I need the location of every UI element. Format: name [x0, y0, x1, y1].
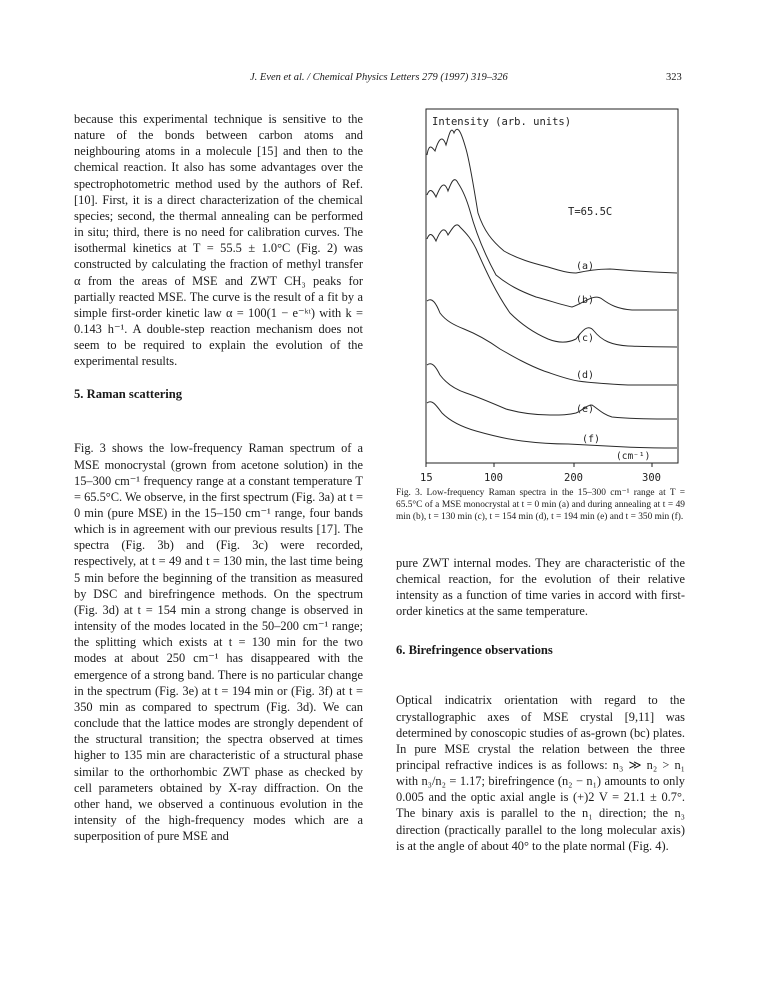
spectrum-curve-e [427, 364, 677, 419]
paragraph-kinetics: because this experimental technique is sensitive to the nature of the bonds between carbon atoms and neighbouring atoms in a molecule [15] and then to the chemical reaction. It also has some advantages over the spectrophotometric method used by the authors of Ref. [10]. First, it is a direct characterization of the chemical species; second, the thermal annealing can be performed in situ; third, there is no need for calibration curves. The isothermal kinetics at T = 55.5 ± 1.0°C (Fig. 2) was constructed by calculating the fraction of methyl transfer α from the areas of MSE and ZWT CH₃ peaks for partially reacted MSE. The curve is the result of a fit by a simple first-order kinetic law α = 100(1 − e⁻ᵏᵗ) with k = 0.143 h⁻¹. A double-step reaction mechanism does not seem to be required to explain the evolution of the experimental results. [74, 112, 363, 369]
x-tick-label: 200 [564, 472, 583, 484]
page-number: 323 [666, 72, 682, 83]
right-column [396, 555, 685, 620]
paragraph-raman: Fig. 3 shows the low-frequency Raman spectrum of a MSE monocrystal (grown from acetone solution) in the 15–300 cm⁻¹ frequency range at a constant temperature T = 65.5°C. We observe, in the first spectrum (Fig. 3a) at t = 0 min (pure MSE) in the 15–150 cm⁻¹ range, four bands which is in agreement with our previous results [17]. The spectra (Fig. 3b) and (Fig. 3c) were recorded, respectively, at t = 49 and t = 130 min, the last time being 5 min before the beginning of the transition as measured by DSC and birefringence methods. On the spectrum (Fig. 3d) at t = 154 min a strong change is observed in intensity of the modes located in the 50–200 cm⁻¹ range; the splitting which exists at t = 130 min for the two modes at about 250 cm⁻¹ has disappeared with the emergence of a strong band. There is no particular change in the spectrum (Fig. 3e) at t = 194 min or (Fig. 3f) at t = 350 min as compared to spectrum (Fig. 3d). We can conclude that the lattice modes are strongly dependent of the structural transition; the spectra observed at times higher to 135 min are characteristic of a structural phase similar to the orthorhombic ZWT phase as checked by cell parameters obtained by X-ray diffraction. On the other hand, we observed a continuous evolution in the intensity of the high-frequency modes which are a superposition of pure MSE and [74, 441, 363, 844]
left-column [74, 111, 363, 370]
x-tick-label: 100 [484, 472, 503, 484]
y-axis-label: Intensity (arb. units) [432, 116, 572, 128]
raman-paragraph-block [74, 428, 363, 857]
section-title: 6. Birefringence observations [396, 643, 553, 657]
paragraph-continuation: pure ZWT internal modes. They are characteristic of the chemical reaction, for the evolution of their relative intensity as a function of time varies in accord with first-order kinetics at the same temperature. [396, 556, 685, 619]
raman-spectra-plot [396, 103, 686, 493]
figure-3-raman-spectra [396, 103, 686, 493]
section-heading-raman [74, 387, 182, 402]
x-tick-label: 15 [420, 472, 433, 484]
x-unit-label: (cm⁻¹) [616, 451, 651, 462]
figure-caption: Fig. 3. Low-frequency Raman spectra in the 15–300 cm⁻¹ range at T = 65.5°C of a MSE monocrystal at t = 0 min (a) and during annealing at t = 49 min (b), t = 130 min (c), t = 154 min (d), t = 194 min (e) and t = 350 min (f). [396, 488, 685, 523]
spectrum-curve-b [427, 180, 677, 310]
section-title: 5. Raman scattering [74, 387, 183, 401]
curve-label-b: (b) [576, 295, 595, 306]
spectrum-curve-d [427, 300, 677, 385]
spectrum-curve-a [427, 129, 677, 273]
running-title: J. Even et al. / Chemical Physics Letters 279 (1997) 319–326 [250, 72, 508, 83]
spectrum-curve-f [427, 402, 677, 448]
curve-label-f: (f) [582, 434, 601, 445]
section-heading-birefringence [396, 643, 553, 658]
x-tick-label: 300 [642, 472, 661, 484]
curve-label-c: (c) [576, 333, 595, 344]
curve-label-e: (e) [576, 404, 595, 415]
curve-label-a: (a) [576, 261, 595, 272]
plot-frame [426, 109, 678, 463]
curve-label-d: (d) [576, 370, 595, 381]
paragraph-birefringence: Optical indicatrix orientation with regard to the crystallographic axes of MSE crystal [9,11] was determined by conoscopic studies of as-grown (bc) plates. In pure MSE crystal the relation between the three principal refractive indices is as follows: n₃ ≫ n₂ > n₁ with n₃/n₂ = 1.17; birefringence (n₂ − n₁) amounts to only 0.005 and the optic axial angle is (+)2 V = 21.1 ± 0.7°. The binary axis is parallel to the n₁ direction; the n₃ direction (practically parallel to the long molecular axis) is at the angle of about 40° to the plate normal (Fig. 4). [396, 693, 685, 853]
temperature-label: T=65.5C [568, 206, 613, 218]
birefringence-paragraph-block [396, 680, 685, 866]
